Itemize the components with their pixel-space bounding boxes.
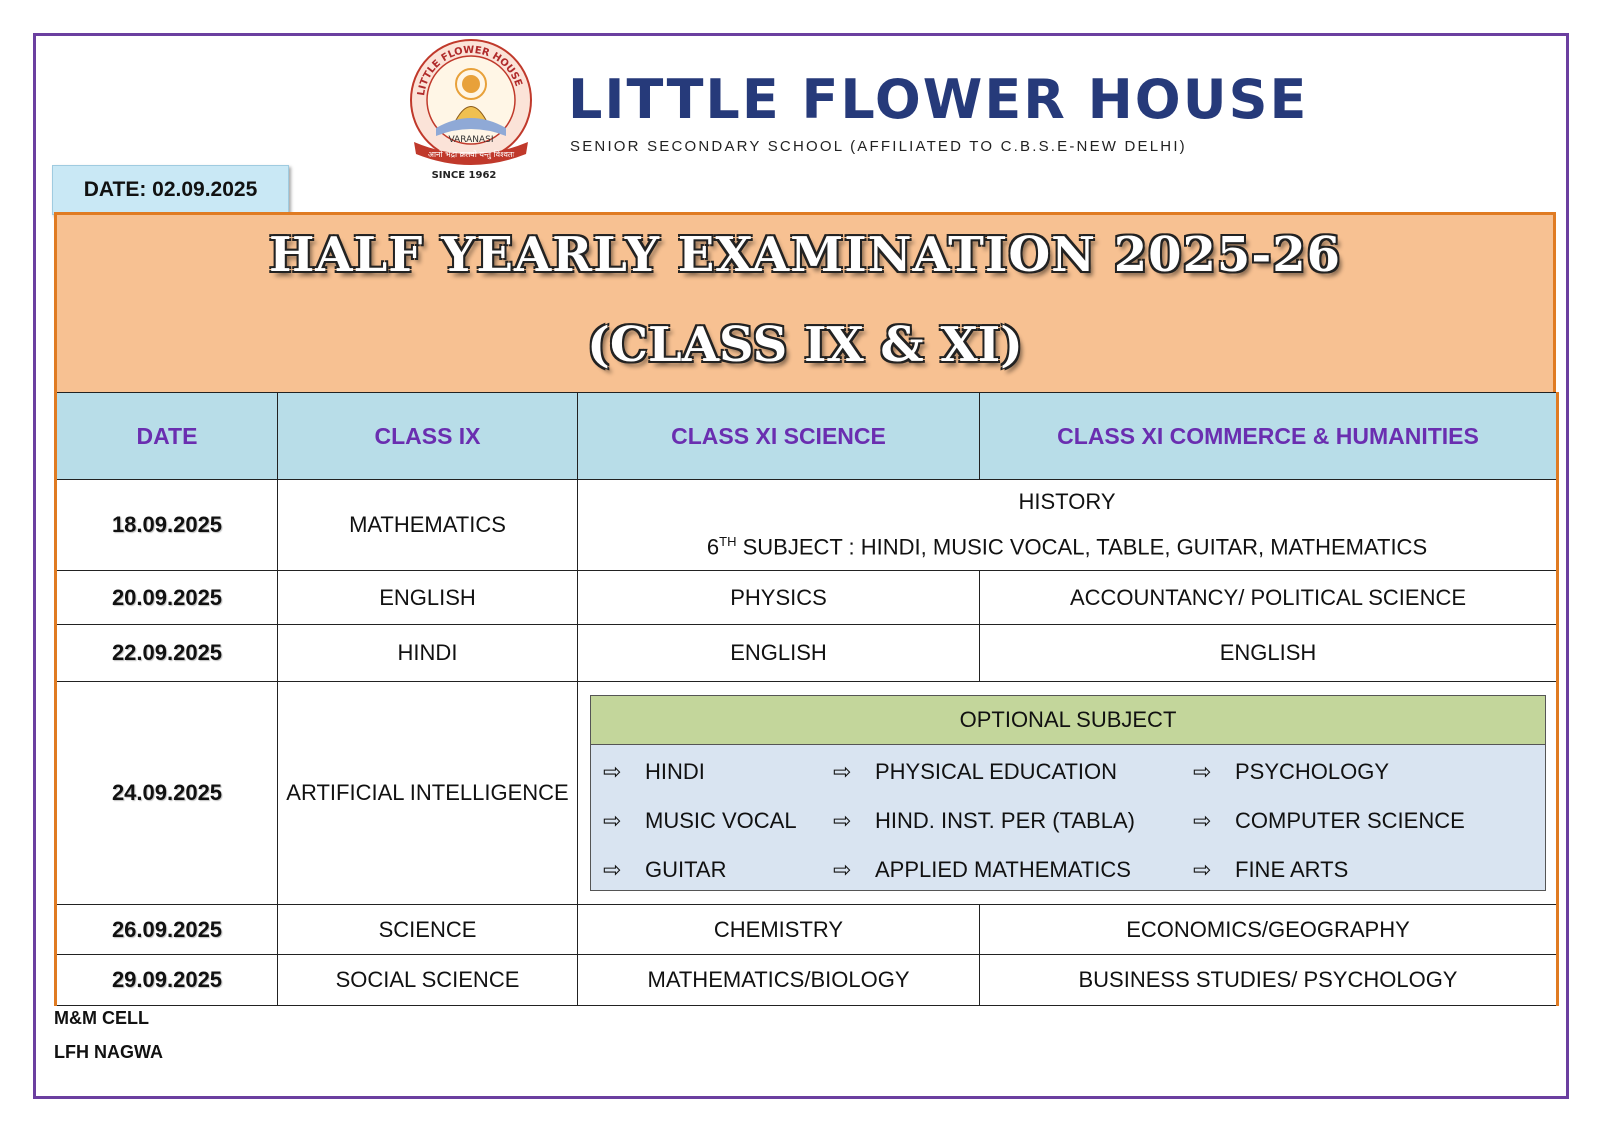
optional-subject-item <box>1193 747 1545 796</box>
optional-subject-item <box>603 747 833 796</box>
arrow-right-icon: ⇨ <box>1193 758 1212 784</box>
arrow-right-icon: ⇨ <box>1193 807 1212 833</box>
logo-city: VARANASI <box>448 135 494 145</box>
row-xi-commerce: ENGLISH <box>980 625 1558 682</box>
table-row <box>56 682 1558 905</box>
table-header-row <box>56 393 1558 480</box>
row-class-ix: HINDI <box>278 625 578 682</box>
arrow-right-icon: ⇨ <box>833 758 852 784</box>
optional-subject-label: MUSIC VOCAL <box>645 807 797 833</box>
optional-subject-item <box>833 796 1193 845</box>
header-class-xi-science: CLASS XI SCIENCE <box>578 393 980 480</box>
date-label: DATE: 02.09.2025 <box>52 165 289 215</box>
merged-line-1: HISTORY <box>1018 489 1116 515</box>
table-row <box>56 905 1558 955</box>
row-xi-commerce: BUSINESS STUDIES/ PSYCHOLOGY <box>980 955 1558 1006</box>
arrow-right-icon: ⇨ <box>603 807 622 833</box>
optional-subject-label: COMPUTER SCIENCE <box>1235 807 1465 833</box>
table-row <box>56 480 1558 571</box>
row-merged-xi <box>578 480 1558 571</box>
school-logo <box>406 38 536 183</box>
table-row <box>56 955 1558 1006</box>
merged-line-2 <box>578 522 1556 567</box>
header-class-xi-commerce: CLASS XI COMMERCE & HUMANITIES <box>980 393 1558 480</box>
optional-subject-label: APPLIED MATHEMATICS <box>875 856 1131 882</box>
optional-subject-item <box>1193 845 1545 894</box>
exam-title: HALF YEARLY EXAMINATION 2025-26 <box>268 227 1342 283</box>
school-subtitle: SENIOR SECONDARY SCHOOL (AFFILIATED TO C.B.S.E-NEW DELHI) <box>570 138 1187 155</box>
arrow-right-icon: ⇨ <box>833 856 852 882</box>
exam-classes: (CLASS IX & XI) <box>587 317 1023 373</box>
logo-motto: आनो भद्रा क्रतवो यन्तु विश्वतः <box>427 150 515 159</box>
merged-line-2-prefix: 6 <box>706 534 720 560</box>
optional-subject-label: HINDI <box>645 758 705 784</box>
row-xi-science: MATHEMATICS/BIOLOGY <box>578 955 980 1006</box>
arrow-right-icon: ⇨ <box>603 856 622 882</box>
row-date: 24.09.2025 <box>56 682 278 905</box>
row-xi-science: PHYSICS <box>578 571 980 625</box>
optional-subject-cell <box>578 682 1558 905</box>
row-xi-science: CHEMISTRY <box>578 905 980 955</box>
row-date: 18.09.2025 <box>56 480 278 571</box>
optional-subject-label: HIND. INST. PER (TABLA) <box>875 807 1135 833</box>
arrow-right-icon: ⇨ <box>603 758 622 784</box>
row-date: 20.09.2025 <box>56 571 278 625</box>
optional-subject-label: GUITAR <box>645 856 727 882</box>
footer-line-2: LFH NAGWA <box>54 1042 163 1062</box>
optional-subject-list <box>591 745 1545 894</box>
exam-banner <box>54 212 1556 392</box>
row-class-ix: ENGLISH <box>278 571 578 625</box>
merged-line-2-sup: TH <box>719 534 737 550</box>
arrow-right-icon: ⇨ <box>833 807 852 833</box>
optional-subject-item <box>1193 796 1545 845</box>
optional-subject-label: PSYCHOLOGY <box>1235 758 1390 784</box>
row-class-ix: MATHEMATICS <box>278 480 578 571</box>
schedule-table <box>54 392 1559 1006</box>
optional-subject-box <box>590 695 1546 891</box>
optional-subject-item <box>833 747 1193 796</box>
optional-subject-label: FINE ARTS <box>1235 856 1349 882</box>
logo-arc-text: LITTLE FLOWER HOUSE <box>416 44 524 97</box>
row-xi-commerce: ACCOUNTANCY/ POLITICAL SCIENCE <box>980 571 1558 625</box>
header-date: DATE <box>56 393 278 480</box>
school-name: LITTLE FLOWER HOUSE <box>568 68 1309 131</box>
optional-subject-heading: OPTIONAL SUBJECT <box>591 696 1545 745</box>
row-xi-commerce: ECONOMICS/GEOGRAPHY <box>980 905 1558 955</box>
table-row <box>56 625 1558 682</box>
row-class-ix: ARTIFICIAL INTELLIGENCE <box>278 682 578 905</box>
row-date: 26.09.2025 <box>56 905 278 955</box>
row-class-ix: SCIENCE <box>278 905 578 955</box>
optional-subject-item <box>603 845 833 894</box>
arrow-right-icon: ⇨ <box>1193 856 1212 882</box>
logo-since: SINCE 1962 <box>431 170 497 181</box>
row-xi-science: ENGLISH <box>578 625 980 682</box>
table-row <box>56 571 1558 625</box>
optional-subject-item <box>603 796 833 845</box>
optional-subject-label: PHYSICAL EDUCATION <box>875 758 1118 784</box>
merged-line-2-rest: SUBJECT : HINDI, MUSIC VOCAL, TABLE, GUITAR, MATHEMATICS <box>736 534 1428 560</box>
footer-line-1: M&M CELL <box>54 1008 149 1028</box>
row-date: 29.09.2025 <box>56 955 278 1006</box>
header-class-ix: CLASS IX <box>278 393 578 480</box>
row-date: 22.09.2025 <box>56 625 278 682</box>
optional-subject-item <box>833 845 1193 894</box>
row-class-ix: SOCIAL SCIENCE <box>278 955 578 1006</box>
